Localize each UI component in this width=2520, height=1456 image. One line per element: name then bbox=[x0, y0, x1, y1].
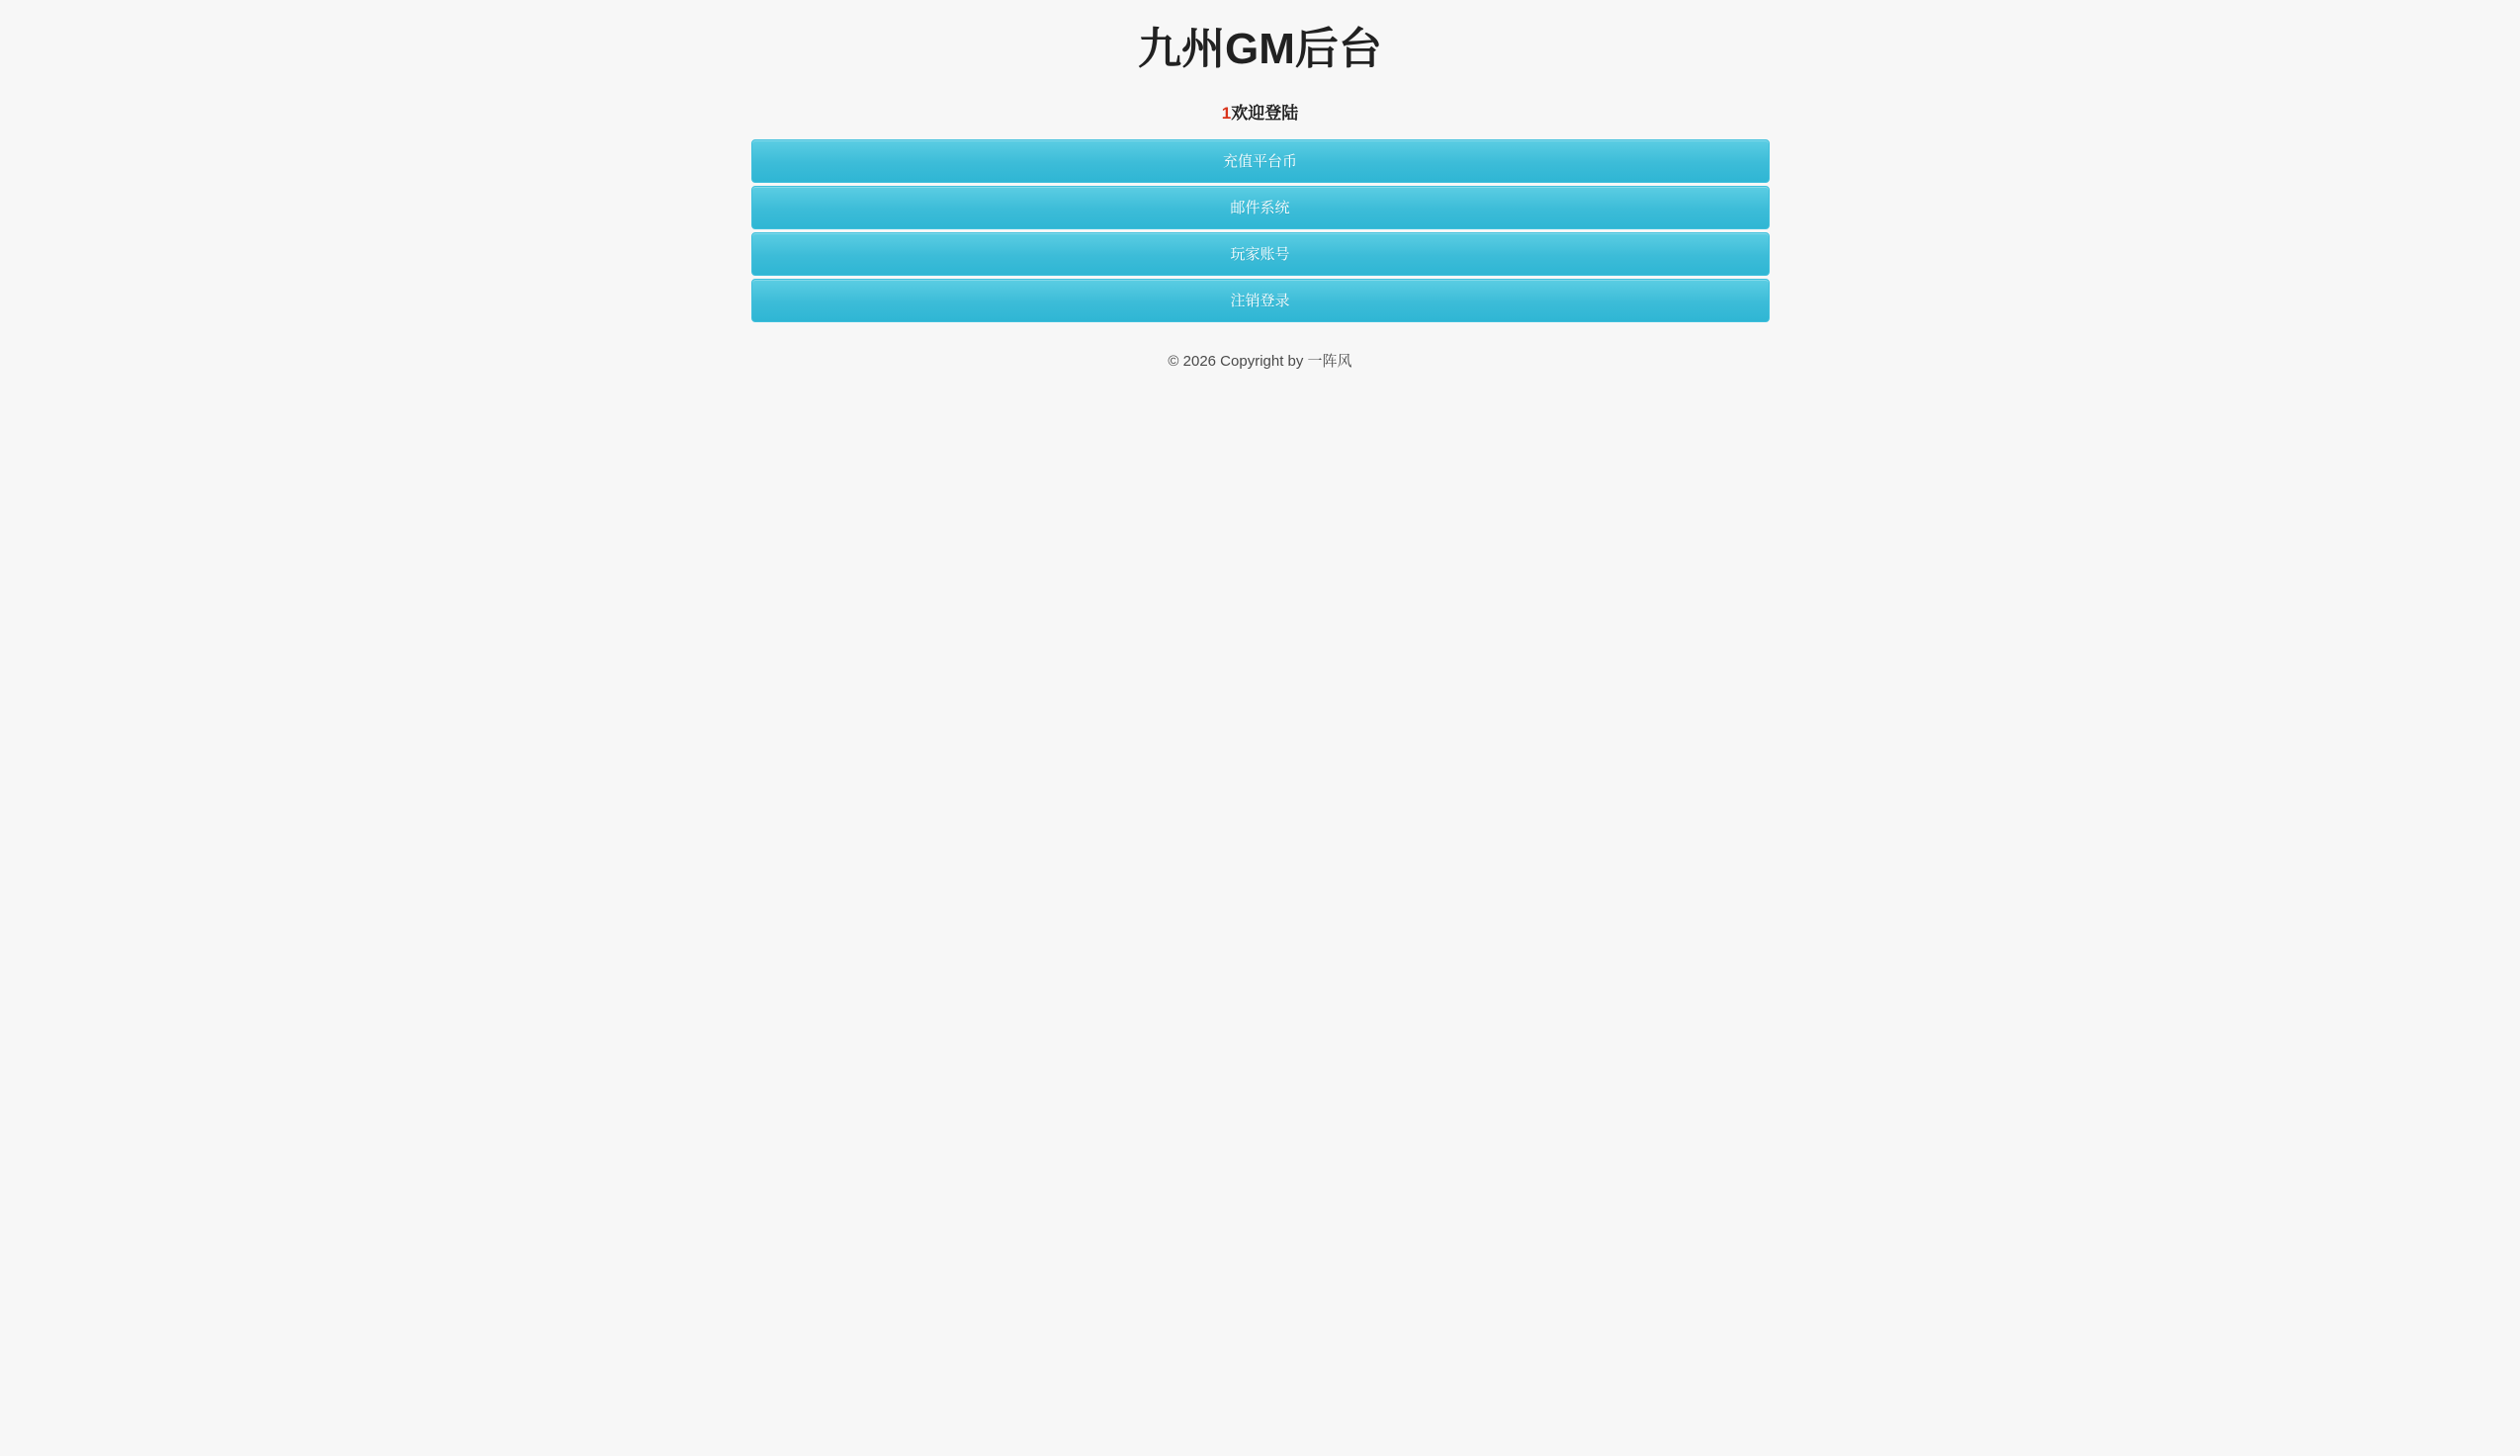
page-title: 九州GM后台 bbox=[1138, 25, 1382, 73]
menu-item-player-account[interactable]: 玩家账号 bbox=[751, 232, 1770, 276]
menu-item-logout[interactable]: 注销登录 bbox=[751, 279, 1770, 322]
menu-item-recharge-platform-coin[interactable]: 充值平台币 bbox=[751, 139, 1770, 183]
welcome-text: 欢迎登陆 bbox=[1231, 103, 1299, 123]
menu-item-mail-system[interactable]: 邮件系统 bbox=[751, 186, 1770, 229]
main-menu bbox=[751, 139, 1770, 322]
welcome-message bbox=[0, 99, 2520, 124]
footer-copyright: © 2026 Copyright by 一阵风 bbox=[1168, 352, 1352, 370]
welcome-login-count: 1 bbox=[1221, 103, 1232, 123]
